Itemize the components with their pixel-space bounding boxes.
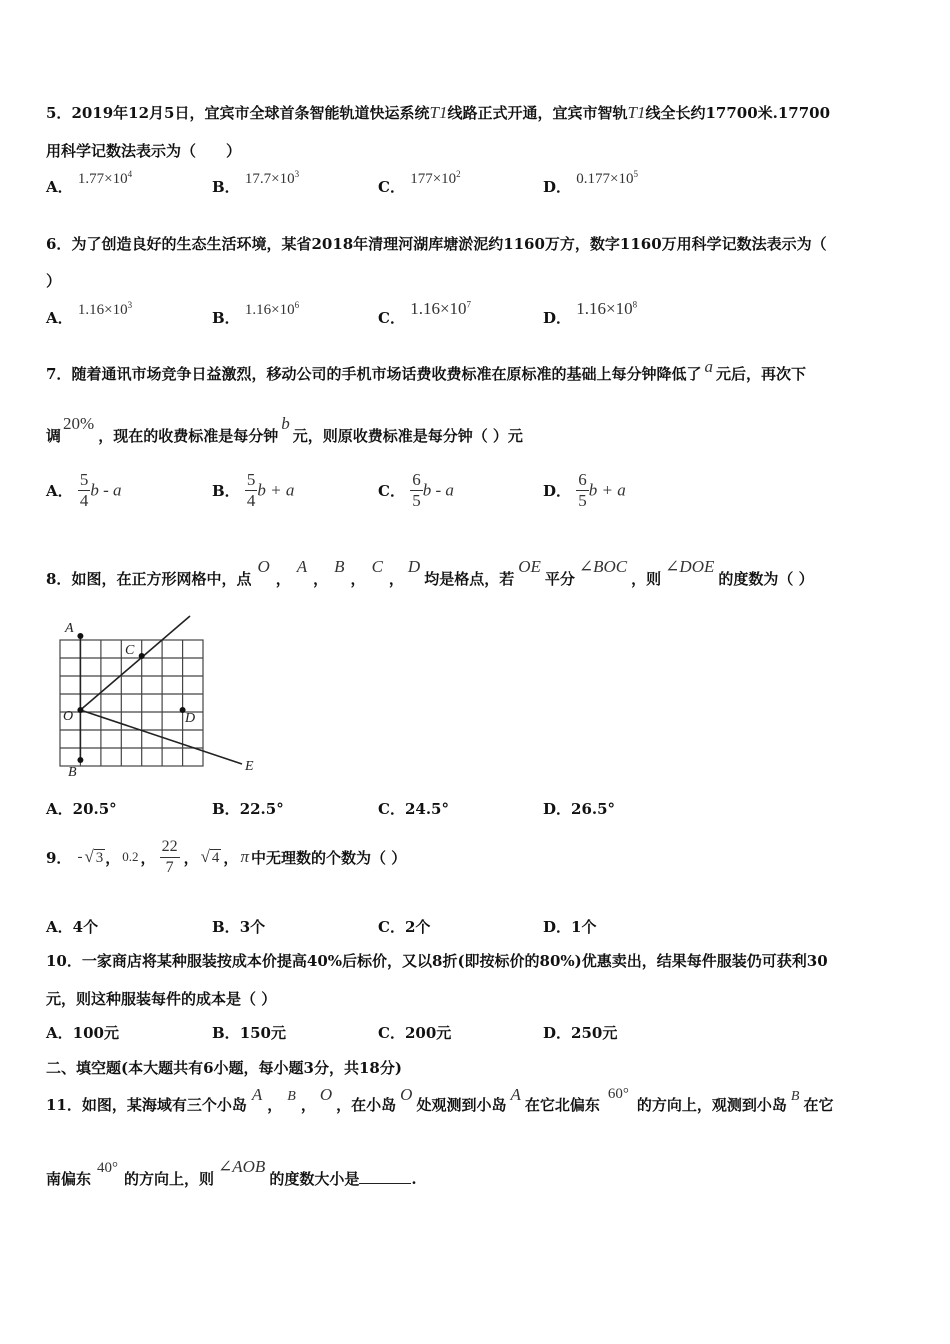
point-o: [77, 707, 83, 713]
q9-line1: 9． - √ 3 ， 0.2 ， $\frac{22}{7}$ ， √ 4 ， π 中无理数的个数为（ ）: [46, 837, 407, 876]
q8-option-b[interactable]: B．22.5°: [212, 800, 284, 818]
q8-line1: 8．如图，在正方形网格中，点O，A，B，C，D均是格点，若OE平分∠BOC，则∠DOE的度数为（ ）: [46, 557, 814, 588]
q7-option-b-fraction: $\frac{5}{4}$: [246, 470, 256, 510]
q7-line2: 调20%，现在的收费标准是每分钟b元，则原收费标准是每分钟（ ）元: [46, 414, 523, 445]
q6-option-a-value: $1.16\times 10^3$: [77, 300, 133, 318]
q5-option-d-value: $0.177\times 10^5$: [576, 169, 638, 187]
label-c: C: [125, 643, 135, 658]
point-a: [77, 633, 83, 639]
q5-line1: 5．2019年12月5日，宜宾市全球首条智能轨道快运系统T1线路正式开通，宜宾市智轨T1线全长约17700米.17700: [46, 103, 831, 122]
q5-line2: 用科学记数法表示为（ ）: [46, 142, 242, 160]
point-b: [77, 757, 83, 763]
label-b: B: [68, 765, 77, 780]
section-heading: 二、填空题(本大题共有6小题，每小题3分，共18分): [46, 1059, 402, 1077]
q10-option-a[interactable]: A．100元: [46, 1024, 119, 1042]
q10-line1: 10．一家商店将某种服装按成本价提高40%后标价，又以8折(即按标价的80%)优惠卖出，结果每件服装仍可获利30: [46, 952, 828, 970]
q5-option-a-value: $1.77\times 10^4$: [77, 169, 133, 187]
q8-grid-figure: [50, 612, 270, 782]
q8-option-c[interactable]: C．24.5°: [378, 800, 449, 818]
q6-option-c-value: $1.16\times 10^7$: [410, 299, 472, 318]
q7-option-d[interactable]: D． $\frac{6}{5}$ b + a: [543, 470, 626, 510]
q6-option-d-value: $1.16\times 10^8$: [576, 299, 638, 318]
q7-option-c-fraction: $\frac{6}{5}$: [412, 470, 421, 510]
q5-option-a[interactable]: A． $1.77\times 10^4$: [46, 169, 133, 196]
q6-option-a[interactable]: A． $1.16\times 10^3$: [46, 300, 133, 327]
q8-option-a[interactable]: A．20.5°: [46, 800, 117, 818]
q11-line2: 南偏东40°的方向上，则∠AOB的度数大小是 .: [46, 1157, 417, 1188]
sqrt4: √ 4: [200, 847, 220, 866]
q10-line2: 元，则这种服装每件的成本是（ ）: [46, 990, 277, 1008]
q6-option-b[interactable]: B． $1.16\times 10^6$: [212, 300, 300, 327]
q7-option-b[interactable]: B． $\frac{5}{4}$ b + a: [212, 470, 295, 510]
q5-option-b-value: $17.7\times 10^3$: [244, 169, 300, 187]
q9-option-b[interactable]: B．3个: [212, 918, 266, 936]
q6-option-d[interactable]: D． $1.16\times 10^8$: [543, 299, 638, 327]
q5-option-d[interactable]: D． $0.177\times 10^5$: [543, 169, 638, 196]
q9-option-c[interactable]: C．2个: [378, 918, 431, 936]
q5-option-c[interactable]: C． $177\times 10^2$: [378, 169, 461, 196]
q9-option-a[interactable]: A．4个: [46, 918, 99, 936]
answer-blank[interactable]: [359, 1169, 411, 1184]
q7-option-a[interactable]: A． $\frac{5}{4}$ b - a: [46, 470, 122, 510]
grid-lines: [60, 640, 203, 766]
q5-option-c-value: $177\times 10^2$: [410, 169, 461, 187]
q7-option-d-fraction: $\frac{6}{5}$: [578, 470, 587, 510]
label-d: D: [185, 711, 196, 726]
q6-option-c[interactable]: C． $1.16\times 10^7$: [378, 299, 472, 327]
q7-line1: 7．随着通讯市场竞争日益激烈，移动公司的手机市场话费收费标准在原标准的基础上每分钟降低了 a 元后，再次下: [46, 357, 806, 383]
q5-option-b[interactable]: B． $17.7\times 10^3$: [212, 169, 300, 196]
point-c: [139, 653, 145, 659]
q7-option-a-fraction: $\frac{5}{4}$: [79, 470, 89, 510]
q6-option-b-value: $1.16\times 10^6$: [244, 300, 300, 318]
ray-oc: [80, 616, 190, 710]
q6-line2: ）: [46, 272, 62, 290]
q10-option-c[interactable]: C．200元: [378, 1024, 452, 1042]
label-e: E: [245, 759, 254, 774]
frac-22-7: $\frac{22}{7}$: [161, 837, 178, 876]
label-a: A: [65, 621, 74, 636]
label-o: O: [63, 709, 74, 724]
q10-option-b[interactable]: B．150元: [212, 1024, 286, 1042]
q9-option-d[interactable]: D．1个: [543, 918, 597, 936]
q6-line1: 6．为了创造良好的生态生活环境，某省2018年清理河湖库塘淤泥约1160万方，数字1160万用科学记数法表示为（: [46, 235, 827, 253]
rays: [80, 616, 242, 764]
q8-option-d[interactable]: D．26.5°: [543, 800, 616, 818]
q7-option-c[interactable]: C． $\frac{6}{5}$ b - a: [378, 470, 454, 510]
ray-oe: [80, 710, 242, 764]
sqrt3: √ 3: [84, 847, 104, 866]
q10-option-d[interactable]: D．250元: [543, 1024, 618, 1042]
q11-line1: 11．如图，某海域有三个小岛A， B ，O，在小岛O处观测到小岛A在它北偏东60°的方向上，观测到小岛 B 在它: [46, 1085, 834, 1114]
